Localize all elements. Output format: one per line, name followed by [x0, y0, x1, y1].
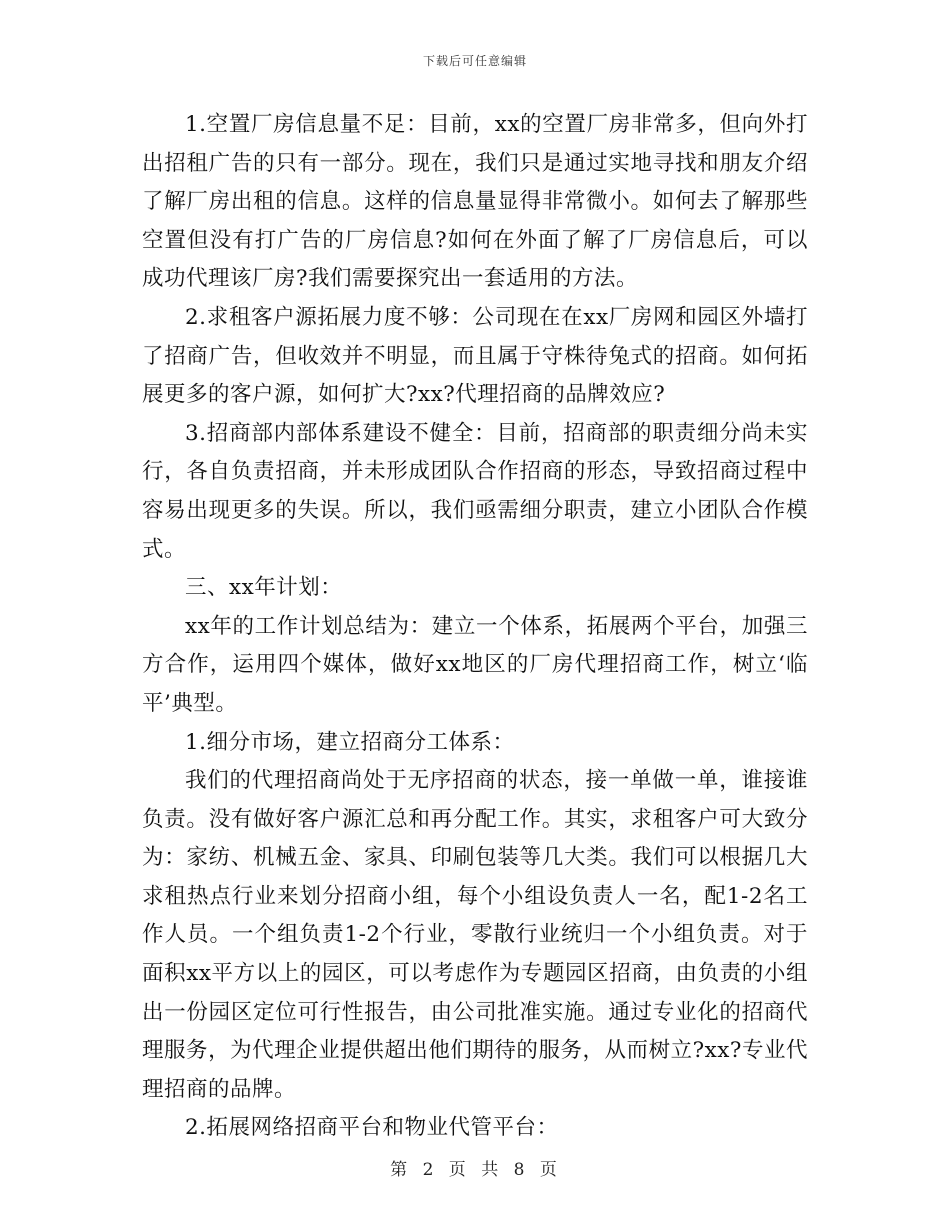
page-header: 下载后可任意编辑 — [422, 54, 527, 68]
section-heading-plan: 三、xx年计划： — [185, 575, 343, 601]
subheading-plan-2: 2.拓展网络招商平台和物业代管平台： — [185, 1115, 559, 1141]
page-number-footer: 第 2 页 共 8 页 — [390, 1160, 560, 1180]
paragraph-plan-summary: xx年的工作计划总结为：建立一个体系，拓展两个平台，加强三方合作，运用四个媒体，做好xx地区的厂房代理招商工作，树立‘临平’典型。 — [142, 613, 808, 716]
paragraph-issue-2: 2.求租客户源拓展力度不够：公司现在在xx厂房网和园区外墙打了招商广告，但收效并不明显，而且属于守株待兔式的招商。如何拓展更多的客户源，如何扩大?xx?代理招商的品牌效应? — [142, 304, 808, 408]
paragraph-issue-3: 3.招商部内部体系建设不健全：目前，招商部的职责细分尚未实行，各自负责招商，并未形成团队合作招商的形态，导致招商过程中容易出现更多的失误。所以，我们亟需细分职责，建立小团队合作模式。 — [142, 420, 808, 562]
paragraph-issue-1: 1.空置厂房信息量不足：目前，xx的空置厂房非常多，但向外打出招租广告的只有一部分。现在，我们只是通过实地寻找和朋友介绍了解厂房出租的信息。这样的信息量显得非常微小。如何去了解那些空置但没有打广告的厂房信息?如何在外面了解了厂房信息后，可以成功代理该厂房?我们需要探究出一套适用的方法。 — [142, 112, 808, 292]
document-body — [142, 106, 808, 1148]
paragraph-plan-1-detail: 我们的代理招商尚处于无序招商的状态，接一单做一单，谁接谁负责。没有做好客户源汇总和再分配工作。其实，求租客户可大致分为：家纺、机械五金、家具、印刷包装等几大类。我们可以根据几大求租热点行业来划分招商小组，每个小组设负责人一名，配1-2名工作人员。一个组负责1-2个行业，零散行业统归一个小组负责。对于面积xx平方以上的园区，可以考虑作为专题园区招商，由负责的小组出一份园区定位可行性报告，由公司批准实施。通过专业化的招商代理服务，为代理企业提供超出他们期待的服务，从而树立?xx?专业代理招商的品牌。 — [142, 768, 808, 1102]
subheading-plan-1: 1.细分市场，建立招商分工体系： — [185, 729, 515, 755]
